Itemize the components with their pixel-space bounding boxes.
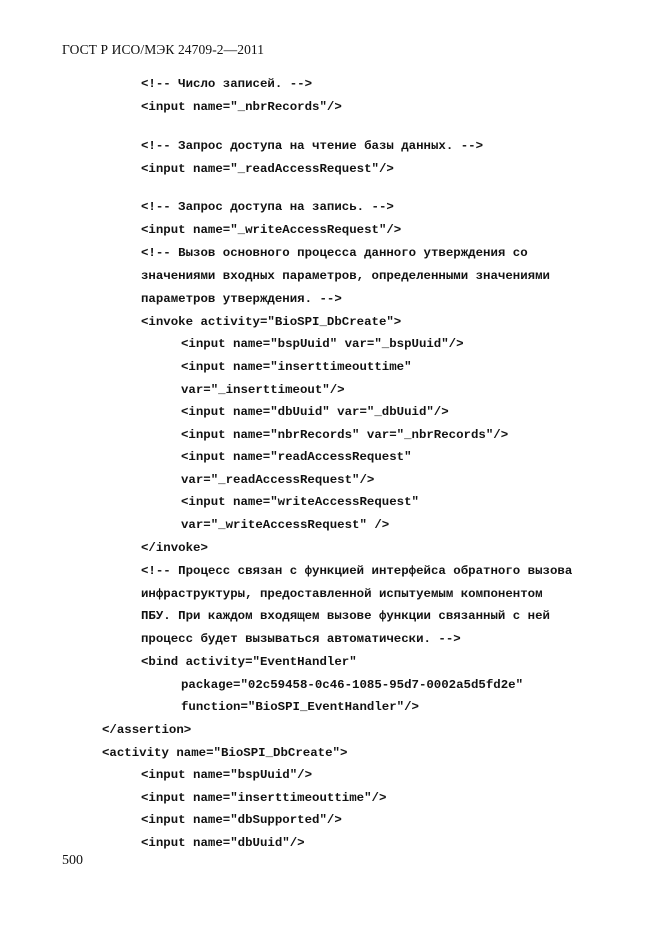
code-line: <input name="_writeAccessRequest"/> bbox=[141, 223, 402, 237]
code-line: <!-- Процесс связан с функцией интерфейса обратного вызова bbox=[141, 564, 573, 578]
code-line: инфраструктуры, предоставленной испытуемым компонентом bbox=[141, 587, 543, 601]
code-line: </assertion> bbox=[102, 723, 192, 737]
code-line: var="_inserttimeout"/> bbox=[181, 383, 345, 397]
code-line: <input name="bspUuid"/> bbox=[141, 768, 313, 782]
code-line: <activity name="BioSPI_DbCreate"> bbox=[102, 746, 348, 760]
code-line: <input name="inserttimeouttime" bbox=[181, 360, 412, 374]
code-line: <input name="dbSupported"/> bbox=[141, 813, 342, 827]
code-line: параметров утверждения. --> bbox=[141, 292, 342, 306]
code-line: <!-- Запрос доступа на запись. --> bbox=[141, 200, 394, 214]
code-line: function="BioSPI_EventHandler"/> bbox=[181, 700, 419, 714]
code-line: процесс будет вызываться автоматически. --> bbox=[141, 632, 461, 646]
page-number: 500 bbox=[62, 853, 83, 868]
code-line: <input name="bspUuid" var="_bspUuid"/> bbox=[181, 337, 464, 351]
code-line: <input name="readAccessRequest" bbox=[181, 450, 412, 464]
code-line: <!-- Запрос доступа на чтение базы данных. --> bbox=[141, 139, 484, 153]
code-line: значениями входных параметров, определенными значениями bbox=[141, 269, 550, 283]
code-line: <input name="nbrRecords" var="_nbrRecords"/> bbox=[181, 428, 509, 442]
code-line: package="02c59458-0c46-1085-95d7-0002a5d5fd2e" bbox=[181, 678, 524, 692]
code-line: <bind activity="EventHandler" bbox=[141, 655, 357, 669]
code-line: ПБУ. При каждом входящем вызове функции связанный с ней bbox=[141, 609, 550, 623]
code-line: var="_writeAccessRequest" /> bbox=[181, 518, 390, 532]
code-line: <!-- Число записей. --> bbox=[141, 77, 313, 91]
code-line: <input name="dbUuid" var="_dbUuid"/> bbox=[181, 405, 449, 419]
document-header: ГОСТ Р ИСО/МЭК 24709-2—2011 bbox=[62, 42, 265, 57]
code-line: <input name="writeAccessRequest" bbox=[181, 495, 419, 509]
code-line: <input name="_nbrRecords"/> bbox=[141, 100, 342, 114]
code-line: <input name="inserttimeouttime"/> bbox=[141, 791, 387, 805]
code-line: <invoke activity="BioSPI_DbCreate"> bbox=[141, 315, 402, 329]
code-line: var="_readAccessRequest"/> bbox=[181, 473, 375, 487]
code-line: <input name="_readAccessRequest"/> bbox=[141, 162, 394, 176]
code-line: <!-- Вызов основного процесса данного утверждения со bbox=[141, 246, 528, 260]
code-line: <input name="dbUuid"/> bbox=[141, 836, 305, 850]
code-line: </invoke> bbox=[141, 541, 208, 555]
